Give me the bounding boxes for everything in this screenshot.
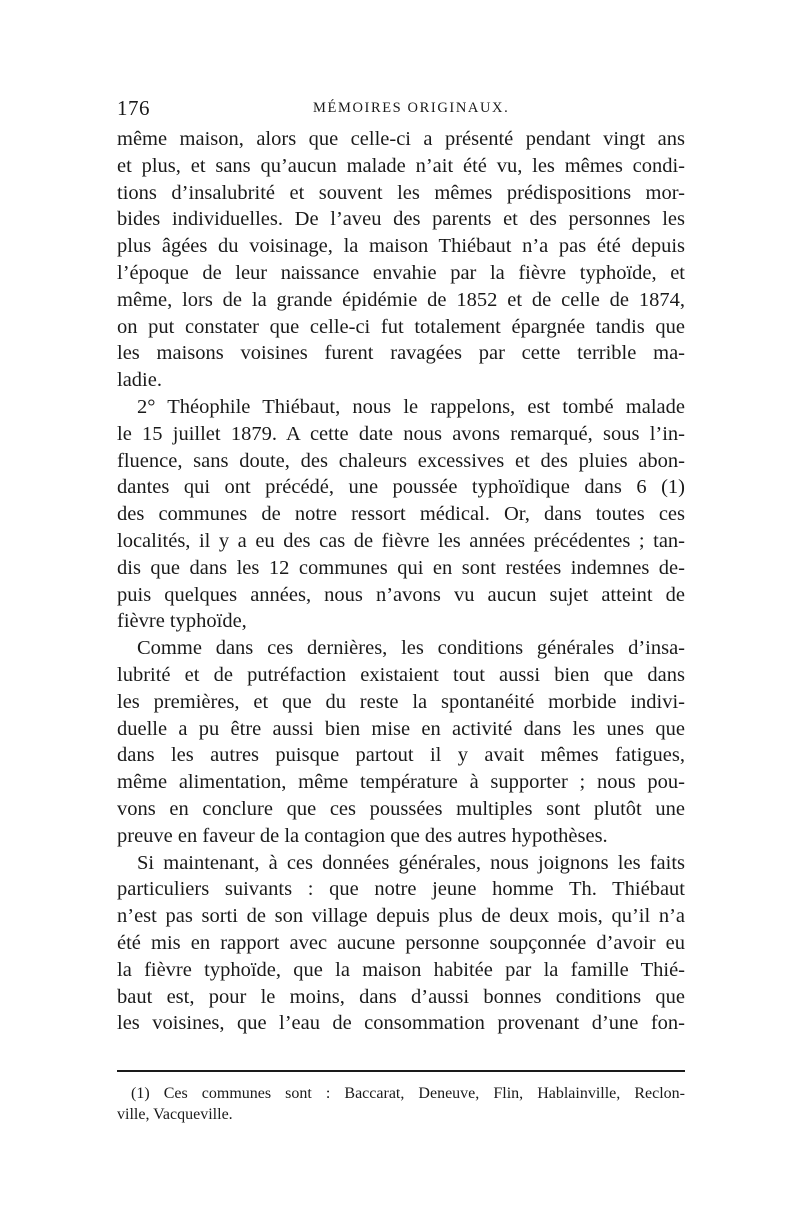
text-line: les premières, et que du reste la spontanéité morbide indivi- bbox=[117, 690, 685, 713]
text-line: des communes de notre ressort médical. Or, dans toutes ces bbox=[117, 503, 685, 526]
text-line: n’est pas sorti de son village depuis plus de deux mois, qu’il n’a bbox=[117, 905, 685, 928]
text-line: même alimentation, même température à supporter ; nous pou- bbox=[117, 771, 685, 794]
running-head bbox=[117, 96, 687, 124]
text-line: les voisines, que l’eau de consommation provenant d’une fon- bbox=[117, 1012, 685, 1035]
text-line: preuve en faveur de la contagion que des autres hypothèses. bbox=[117, 824, 608, 847]
text-line: Si maintenant, à ces données générales, nous joignons les faits bbox=[137, 851, 685, 874]
footnote bbox=[117, 1083, 685, 1125]
text-line: le 15 juillet 1879. A cette date nous avons remarqué, sous l’in- bbox=[117, 422, 685, 445]
text-line: localités, il y a eu des cas de fièvre les années précédentes ; tan- bbox=[117, 529, 685, 552]
text-line: plus âgées du voisinage, la maison Thiébaut n’a pas été depuis bbox=[117, 235, 685, 258]
text-line: même, lors de la grande épidémie de 1852 et de celle de 1874, bbox=[117, 288, 685, 311]
text-line: l’époque de leur naissance envahie par la fièvre typhoïde, et bbox=[117, 261, 685, 284]
text-line: été mis en rapport avec aucune personne soupçonnée d’avoir eu bbox=[117, 931, 685, 954]
text-line: et plus, et sans qu’aucun malade n’ait été vu, les mêmes condi- bbox=[117, 154, 685, 177]
text-line: ladie. bbox=[117, 369, 162, 392]
text-line: particuliers suivants : que notre jeune homme Th. Thiébaut bbox=[117, 878, 685, 901]
text-line: baut est, pour le moins, dans d’aussi bonnes conditions que bbox=[117, 985, 685, 1008]
text-line: on put constater que celle-ci fut totalement épargnée tandis que bbox=[117, 315, 685, 338]
text-line: dis que dans les 12 communes qui en sont restées indemnes de- bbox=[117, 556, 685, 579]
text-line: Comme dans ces dernières, les conditions générales d’insa- bbox=[137, 637, 685, 660]
text-line: vons en conclure que ces poussées multiples sont plutôt une bbox=[117, 797, 685, 820]
footnote-line: ville, Vacqueville. bbox=[117, 1106, 233, 1123]
body-text bbox=[117, 126, 685, 1037]
text-line: dans les autres puisque partout il y avait mêmes fatigues, bbox=[117, 744, 685, 767]
running-title: MÉMOIRES ORIGINAUX. bbox=[313, 100, 510, 116]
page-number: 176 bbox=[117, 96, 150, 120]
text-line: puis quelques années, nous n’avons vu aucun sujet atteint de bbox=[117, 583, 685, 606]
text-line: même maison, alors que celle-ci a présenté pendant vingt ans bbox=[117, 128, 685, 150]
footnote-rule bbox=[117, 1070, 685, 1072]
text-line: lubrité et de putréfaction existaient tout aussi bien que dans bbox=[117, 663, 685, 686]
text-line: les maisons voisines furent ravagées par cette terrible ma- bbox=[117, 342, 685, 365]
text-line: bides individuelles. De l’aveu des parents et des personnes les bbox=[117, 208, 685, 231]
text-line: fluence, sans doute, des chaleurs excessives et des pluies abon- bbox=[117, 449, 685, 472]
footnote-line: (1) Ces communes sont : Baccarat, Deneuve, Flin, Hablainville, Reclon- bbox=[131, 1085, 685, 1102]
text-line: fièvre typhoïde, bbox=[117, 610, 247, 633]
text-line: duelle a pu être aussi bien mise en activité dans les unes que bbox=[117, 717, 685, 740]
text-line: dantes qui ont précédé, une poussée typhoïdique dans 6 (1) bbox=[117, 476, 685, 499]
text-line: 2° Théophile Thiébaut, nous le rappelons, est tombé malade bbox=[137, 395, 685, 418]
text-line: la fièvre typhoïde, que la maison habitée par la famille Thié- bbox=[117, 958, 685, 981]
text-line: tions d’insalubrité et souvent les mêmes prédispositions mor- bbox=[117, 181, 685, 204]
